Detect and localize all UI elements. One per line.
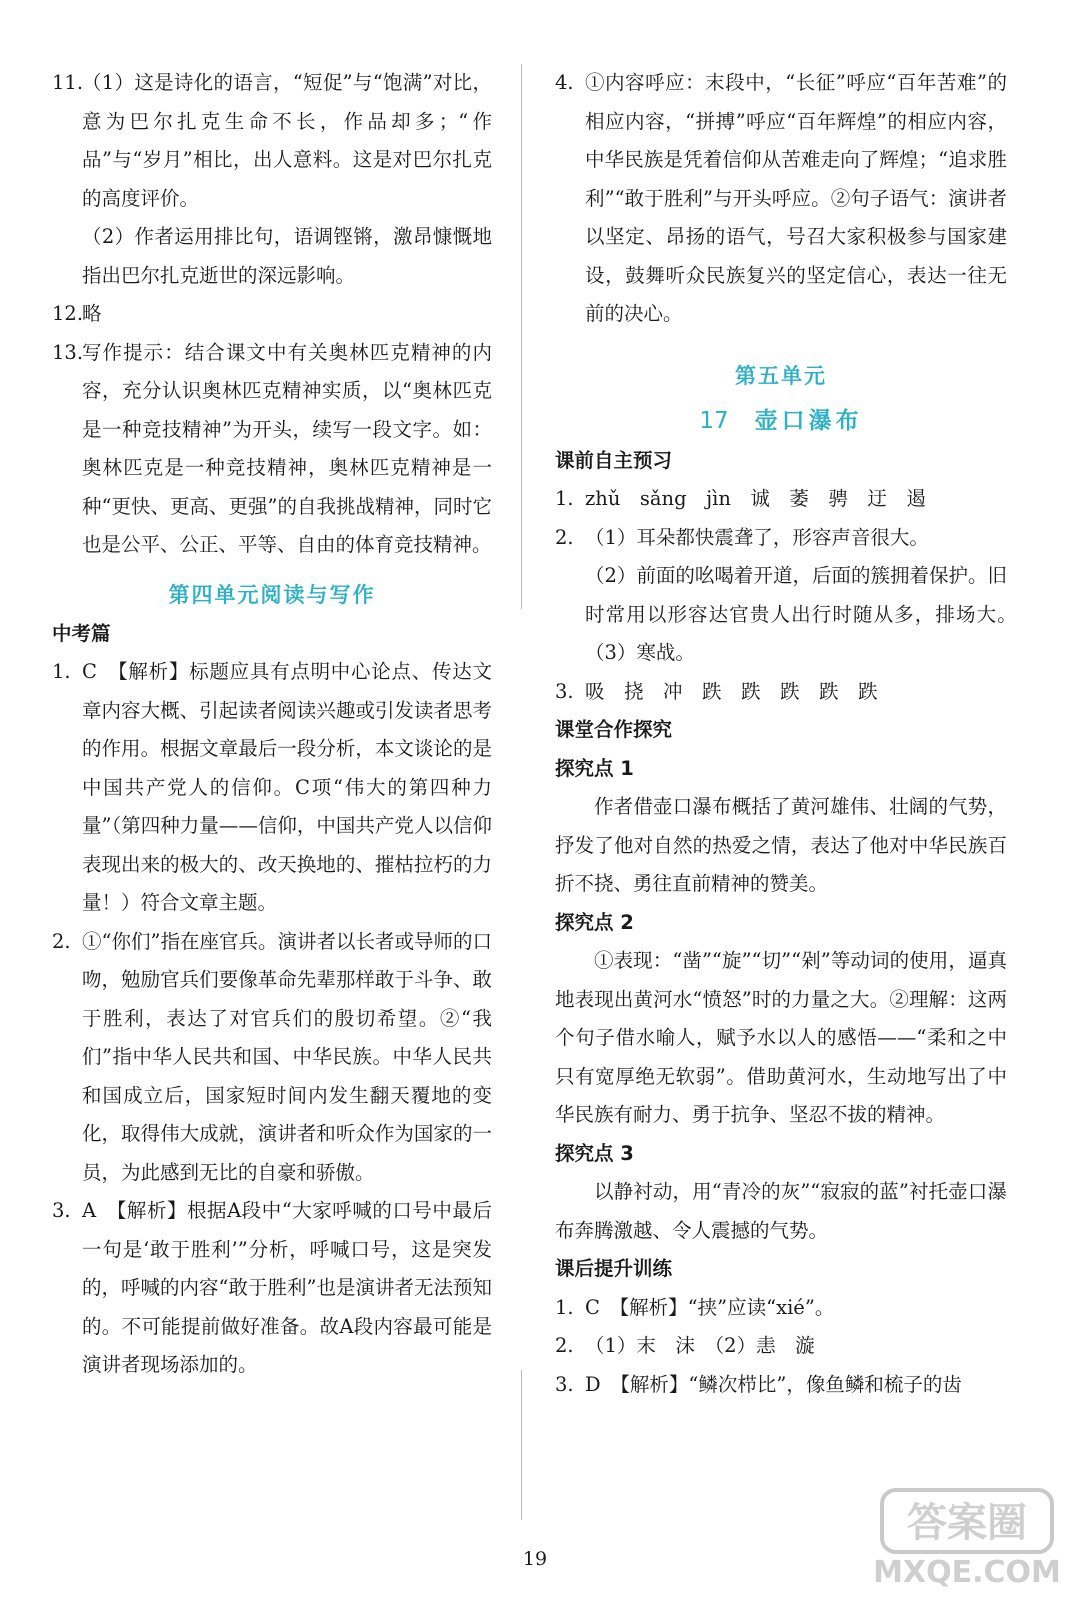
preview-answer-3 [555,673,1007,712]
preview-answer-2 [555,519,1027,673]
reading-answer-3 [52,1192,492,1385]
preview-answer-1 [555,480,1007,519]
answer-text: 略 [82,302,102,325]
answer-text: （1）耳朵都快震聋了，形容声音很大。 [585,525,929,549]
answer-12 [52,295,492,334]
answer-text: （2）作者运用排比句，语调铿锵，激昂慷慨地指出巴尔扎克逝世的深远影响。 [82,225,492,287]
watermark-logo-icon [870,1482,1060,1592]
explore-point-text: 作者借壶口瀑布概括了黄河雄伟、壮阔的气势，抒发了他对自然的热爱之情，表达了他对中华民族百折不挠、勇往直前精神的赞美。 [555,795,1007,895]
answer-11 [52,64,492,295]
lesson-title [555,400,1007,442]
answer-number: 11. [52,71,84,94]
answer-text: 写作提示：结合课文中有关奥林匹克精神的内容，充分认识奥林匹克精神实质，以“奥林匹克是一种竞技精神”为开头，续写一段文字。如：奥林匹克是一种竞技精神，奥林匹克精神是一种“更快、更高、更强”的自我挑战精神，同时它也是公平、公正、平等、自由的体育竞技精神。 [82,340,492,556]
answer-13 [52,334,492,565]
answer-text: C 【解析】标题应具有点明中心论点、传达文章内容大概、引起读者阅读兴趣或引发读者思考的作用。根据文章最后一段分析，本文谈论的是中国共产党人的信仰。C项“伟大的第四种力量”（第四种力量——信仰，中国共产党人以信仰表现出来的极大的、改天换地的、摧枯拉朽的力量！）符合文章主题。 [82,660,492,914]
answer-number: 1. [52,660,71,683]
answer-number: 3. [52,1199,71,1222]
answer-text: C 【解析】“挟”应读“xié”。 [585,1295,835,1319]
watermark-url: MXQE.COM [873,1555,1060,1590]
after-answer-3 [555,1366,1007,1405]
answer-text: 吸 挠 冲 跌 跌 跌 跌 跌 [585,679,878,703]
right-column [555,64,1027,1404]
explore-point-label: 探究点 3 [555,1141,634,1165]
after-class-heading: 课后提升训练 [555,1257,673,1280]
answer-text: （2）前面的吆喝着开道，后面的簇拥着保护。旧时常用以形容达官贵人出行时随从多，排场大。 （3）寒战。 [585,564,1027,664]
answer-number: 4. [555,71,574,94]
left-column [52,64,492,1385]
answer-text: （1）末 沫 （2）恚 漩 [585,1334,815,1357]
explore-point-text: ①表现：“凿”“旋”“切”“剁”等动词的使用，逼真地表现出黄河水“愤怒”时的力量之大。②理解：这两个句子借水喻人，赋予水以人的感悟——“柔和之中只有宽厚绝无软弱”。借助黄河水，生动地写出了中华民族有耐力、勇于抗争、坚忍不拔的精神。 [555,949,1007,1126]
page-number: 19 [522,1548,548,1570]
explore-point-text: 以静衬动，用“青冷的灰”“寂寂的蓝”衬托壶口瀑布奔腾激越、令人震撼的气势。 [555,1180,1007,1242]
answer-number: 12. [52,302,84,325]
explore-point-label: 探究点 1 [555,756,634,780]
lesson-name: 壶口瀑布 [754,407,863,434]
answer-text: A 【解析】根据A段中“大家呼喊的口号中最后一句是‘敢于胜利’”分析，呼喊口号，这是突发的，呼喊的内容“敢于胜利”也是演讲者无法预知的。不可能提前做好准备。故A段内容最可能是演讲者现场添加的。 [82,1199,492,1376]
watermark-text: 答案圈 [907,1500,1027,1546]
answer-number: 2. [555,1334,574,1357]
unit-title: 第五单元 [735,363,827,388]
cooperation-heading: 课堂合作探究 [555,718,673,741]
answer-number: 2. [555,525,574,549]
unit-title: 第四单元阅读与写作 [168,582,376,607]
after-answer-2 [555,1327,1007,1366]
reading-answer-4 [555,64,1007,334]
answer-number: 3. [555,1372,574,1396]
answer-text: D 【解析】“鳞次栉比”，像鱼鳞和梳子的齿 [585,1372,962,1396]
reading-answer-1 [52,653,492,923]
watermark [870,1482,1060,1592]
answer-number: 1. [555,487,574,510]
after-answer-1 [555,1289,1007,1328]
answer-number: 3. [555,679,574,703]
preview-heading: 课前自主预习 [555,448,673,472]
answer-text: ①“你们”指在座官兵。演讲者以长者或导师的口吻，勉励官兵们要像革命先辈那样敢于斗争、敢于胜利，表达了对官兵们的殷切希望。②“我们”指中华人民共和国、中华民族。中华人民共和国成立后，国家短时间内发生翻天覆地的变化，取得伟大成就，演讲者和听众作为国家的一员，为此感到无比的自豪和骄傲。 [82,929,492,1184]
answer-number: 13. [52,340,84,364]
reading-answer-2 [52,923,492,1193]
lesson-number: 17 [699,407,729,434]
answer-text: （1）这是诗化的语言，“短促”与“饱满”对比，意为巴尔扎克生命不长，作品却多；“作品”与“岁月”相比，出人意料。这是对巴尔扎克的高度评价。 [82,71,492,210]
column-divider-top [521,64,522,609]
column-divider-bottom [521,1370,522,1520]
answer-number: 2. [52,929,71,953]
explore-point-label: 探究点 2 [555,910,634,934]
section-heading: 中考篇 [52,621,111,645]
answer-number: 1. [555,1295,574,1319]
answer-text: ①内容呼应：末段中，“长征”呼应“百年苦难”的相应内容，“拼搏”呼应“百年辉煌”的相应内容，中华民族是凭着信仰从苦难走向了辉煌；“追求胜利”“敢于胜利”与开头呼应。②句子语气：演讲者以坚定、昂扬的语气，号召大家积极参与国家建设，鼓舞听众民族复兴的坚定信心，表达一往无前的决心。 [585,71,1007,325]
answer-text: zhǔ sǎng jìn 诚 萎 骋 迂 遏 [585,487,926,510]
